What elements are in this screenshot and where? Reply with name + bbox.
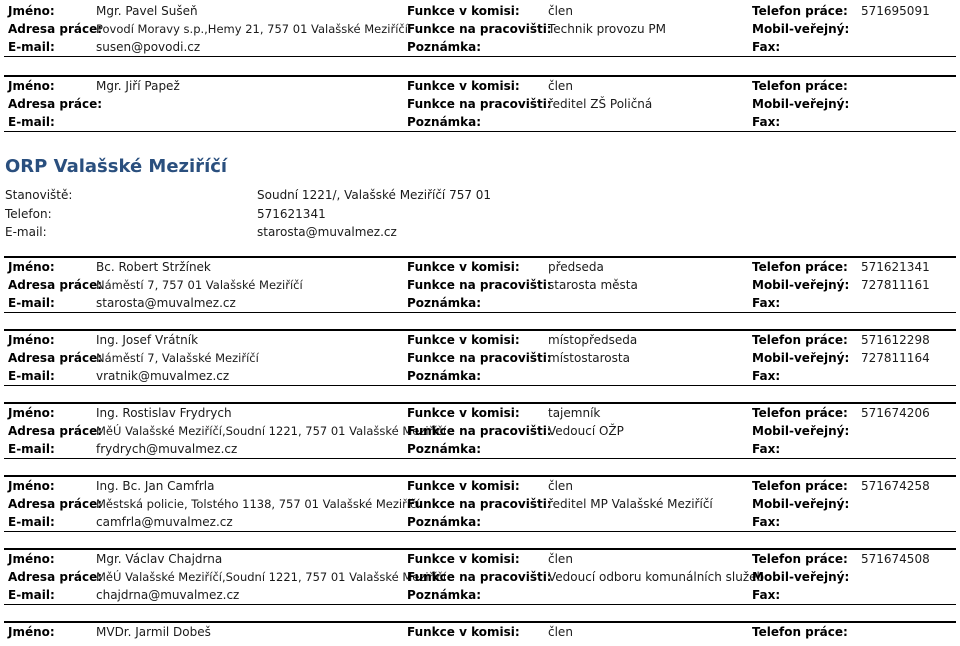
label-jmeno: Jméno: (8, 552, 55, 566)
row-email (4, 113, 956, 132)
label-funkce-komise: Funkce v komisi: (407, 625, 520, 639)
label-telefon: Telefon práce: (752, 333, 848, 347)
contact-name: Mgr. Jiří Papež (96, 79, 180, 93)
label-funkce-pracoviste: Funkce na pracovišti: (407, 424, 552, 438)
label-fax: Fax: (752, 515, 781, 529)
row-jmeno (4, 331, 956, 349)
email-label: E-mail: (5, 225, 47, 239)
label-funkce-komise: Funkce v komisi: (407, 4, 520, 18)
funkce-komise-value: předseda (548, 260, 604, 274)
label-poznamka: Poznámka: (407, 588, 482, 602)
funkce-komise-value: člen (548, 479, 573, 493)
row-adresa (4, 495, 956, 513)
row-jmeno (4, 404, 956, 422)
address-value: Povodí Moravy s.p.,Hemy 21, 757 01 Valašské Meziříčí (96, 22, 408, 36)
contact-name: MVDr. Jarmil Dobeš (96, 625, 211, 639)
row-jmeno (4, 477, 956, 495)
label-mobil: Mobil-veřejný: (752, 22, 850, 36)
row-jmeno (4, 77, 956, 95)
label-poznamka: Poznámka: (407, 40, 482, 54)
contact-name: Mgr. Pavel Sušeň (96, 4, 198, 18)
row-adresa (4, 95, 956, 113)
label-email: E-mail: (8, 115, 55, 129)
funkce-pracoviste-value: místostarosta (548, 351, 630, 365)
funkce-pracoviste-value: Technik provozu PM (548, 22, 666, 36)
label-mobil: Mobil-veřejný: (752, 570, 850, 584)
label-jmeno: Jméno: (8, 333, 55, 347)
mobil-value: 727811164 (861, 351, 930, 365)
label-jmeno: Jméno: (8, 260, 55, 274)
label-email: E-mail: (8, 515, 55, 529)
funkce-pracoviste-value: Vedoucí odboru komunálních služeb (548, 570, 765, 584)
funkce-komise-value: člen (548, 4, 573, 18)
label-funkce-komise: Funkce v komisi: (407, 333, 520, 347)
funkce-pracoviste-value: starosta města (548, 278, 638, 292)
row-email (4, 38, 956, 57)
label-funkce-pracoviste: Funkce na pracovišti: (407, 278, 552, 292)
telefon-value: 571674206 (861, 406, 930, 420)
email-value: chajdrna@muvalmez.cz (96, 588, 240, 602)
funkce-komise-value: místopředseda (548, 333, 638, 347)
label-adresa: Adresa práce: (8, 97, 103, 111)
funkce-komise-value: člen (548, 552, 573, 566)
label-telefon: Telefon práce: (752, 79, 848, 93)
contact-name: Ing. Bc. Jan Camfrla (96, 479, 215, 493)
label-adresa: Adresa práce: (8, 278, 103, 292)
label-mobil: Mobil-veřejný: (752, 424, 850, 438)
label-jmeno: Jméno: (8, 625, 55, 639)
telefon-label: Telefon: (5, 207, 52, 221)
label-funkce-pracoviste: Funkce na pracovišti: (407, 22, 552, 36)
label-funkce-pracoviste: Funkce na pracovišti: (407, 497, 552, 511)
address-value: MěÚ Valašské Meziříčí,Soudní 1221, 757 01 Valašské Meziříčí (96, 570, 447, 584)
address-value: MěÚ Valašské Meziříčí,Soudní 1221, 757 01 Valašské Meziříčí (96, 424, 447, 438)
telefon-value: 571674258 (861, 479, 930, 493)
label-fax: Fax: (752, 442, 781, 456)
row-adresa (4, 422, 956, 440)
funkce-pracoviste-value: ředitel ZŠ Poličná (548, 97, 653, 111)
email-value: camfrla@muvalmez.cz (96, 515, 233, 529)
label-adresa: Adresa práce: (8, 570, 103, 584)
label-email: E-mail: (8, 296, 55, 310)
row-adresa (4, 568, 956, 586)
label-adresa: Adresa práce: (8, 351, 103, 365)
label-funkce-komise: Funkce v komisi: (407, 260, 520, 274)
telefon-value: 571674508 (861, 552, 930, 566)
label-poznamka: Poznámka: (407, 296, 482, 310)
funkce-pracoviste-value: ředitel MP Valašské Meziříčí (548, 497, 713, 511)
label-funkce-pracoviste: Funkce na pracovišti: (407, 570, 552, 584)
label-funkce-pracoviste: Funkce na pracovišti: (407, 97, 552, 111)
label-adresa: Adresa práce: (8, 22, 103, 36)
label-fax: Fax: (752, 369, 781, 383)
telefon-value: 571695091 (861, 4, 930, 18)
label-funkce-komise: Funkce v komisi: (407, 406, 520, 420)
label-poznamka: Poznámka: (407, 515, 482, 529)
label-telefon: Telefon práce: (752, 4, 848, 18)
funkce-pracoviste-value: Vedoucí OŽP (548, 424, 624, 438)
stanoviste-value: Soudní 1221/, Valašské Meziříčí 757 01 (257, 188, 492, 202)
label-jmeno: Jméno: (8, 4, 55, 18)
label-fax: Fax: (752, 115, 781, 129)
section-title: ORP Valašské Meziříčí (5, 156, 228, 177)
row-jmeno (4, 550, 956, 568)
row-adresa (4, 20, 956, 38)
email-value: starosta@muvalmez.cz (96, 296, 236, 310)
label-funkce-komise: Funkce v komisi: (407, 552, 520, 566)
label-fax: Fax: (752, 40, 781, 54)
row-email (4, 294, 956, 313)
address-value: Náměstí 7, Valašské Meziříčí (96, 351, 259, 365)
label-mobil: Mobil-veřejný: (752, 351, 850, 365)
funkce-komise-value: tajemník (548, 406, 601, 420)
row-email (4, 440, 956, 459)
funkce-komise-value: člen (548, 79, 573, 93)
row-email (4, 367, 956, 386)
label-adresa: Adresa práce: (8, 497, 103, 511)
label-funkce-komise: Funkce v komisi: (407, 479, 520, 493)
label-adresa: Adresa práce: (8, 424, 103, 438)
label-poznamka: Poznámka: (407, 369, 482, 383)
stanoviste-label: Stanoviště: (5, 188, 73, 202)
label-mobil: Mobil-veřejný: (752, 97, 850, 111)
label-telefon: Telefon práce: (752, 260, 848, 274)
mobil-value: 727811161 (861, 278, 930, 292)
row-jmeno (4, 623, 956, 641)
email-value: frydrych@muvalmez.cz (96, 442, 238, 456)
label-poznamka: Poznámka: (407, 442, 482, 456)
label-mobil: Mobil-veřejný: (752, 278, 850, 292)
label-telefon: Telefon práce: (752, 479, 848, 493)
email-value: starosta@muvalmez.cz (257, 225, 397, 239)
label-funkce-komise: Funkce v komisi: (407, 79, 520, 93)
label-jmeno: Jméno: (8, 479, 55, 493)
contact-name: Mgr. Václav Chajdrna (96, 552, 223, 566)
label-email: E-mail: (8, 588, 55, 602)
contact-name: Ing. Josef Vrátník (96, 333, 199, 347)
funkce-komise-value: člen (548, 625, 573, 639)
label-telefon: Telefon práce: (752, 406, 848, 420)
row-adresa (4, 349, 956, 367)
row-jmeno (4, 2, 956, 20)
address-value: Náměstí 7, 757 01 Valašské Meziříčí (96, 278, 303, 292)
telefon-value: 571612298 (861, 333, 930, 347)
label-jmeno: Jméno: (8, 406, 55, 420)
email-value: vratnik@muvalmez.cz (96, 369, 230, 383)
contact-name: Bc. Robert Stržínek (96, 260, 211, 274)
telefon-value: 571621341 (861, 260, 930, 274)
row-adresa (4, 276, 956, 294)
label-telefon: Telefon práce: (752, 625, 848, 639)
label-email: E-mail: (8, 369, 55, 383)
label-email: E-mail: (8, 442, 55, 456)
row-jmeno (4, 258, 956, 276)
label-telefon: Telefon práce: (752, 552, 848, 566)
label-fax: Fax: (752, 296, 781, 310)
row-email (4, 513, 956, 532)
contact-name: Ing. Rostislav Frydrych (96, 406, 232, 420)
telefon-value: 571621341 (257, 207, 326, 221)
label-poznamka: Poznámka: (407, 115, 482, 129)
address-value: Městská policie, Tolstého 1138, 757 01 Valašské Meziříčí (96, 497, 420, 511)
label-email: E-mail: (8, 40, 55, 54)
label-fax: Fax: (752, 588, 781, 602)
label-mobil: Mobil-veřejný: (752, 497, 850, 511)
label-jmeno: Jméno: (8, 79, 55, 93)
row-email (4, 586, 956, 605)
email-value: susen@povodi.cz (96, 40, 201, 54)
label-funkce-pracoviste: Funkce na pracovišti: (407, 351, 552, 365)
